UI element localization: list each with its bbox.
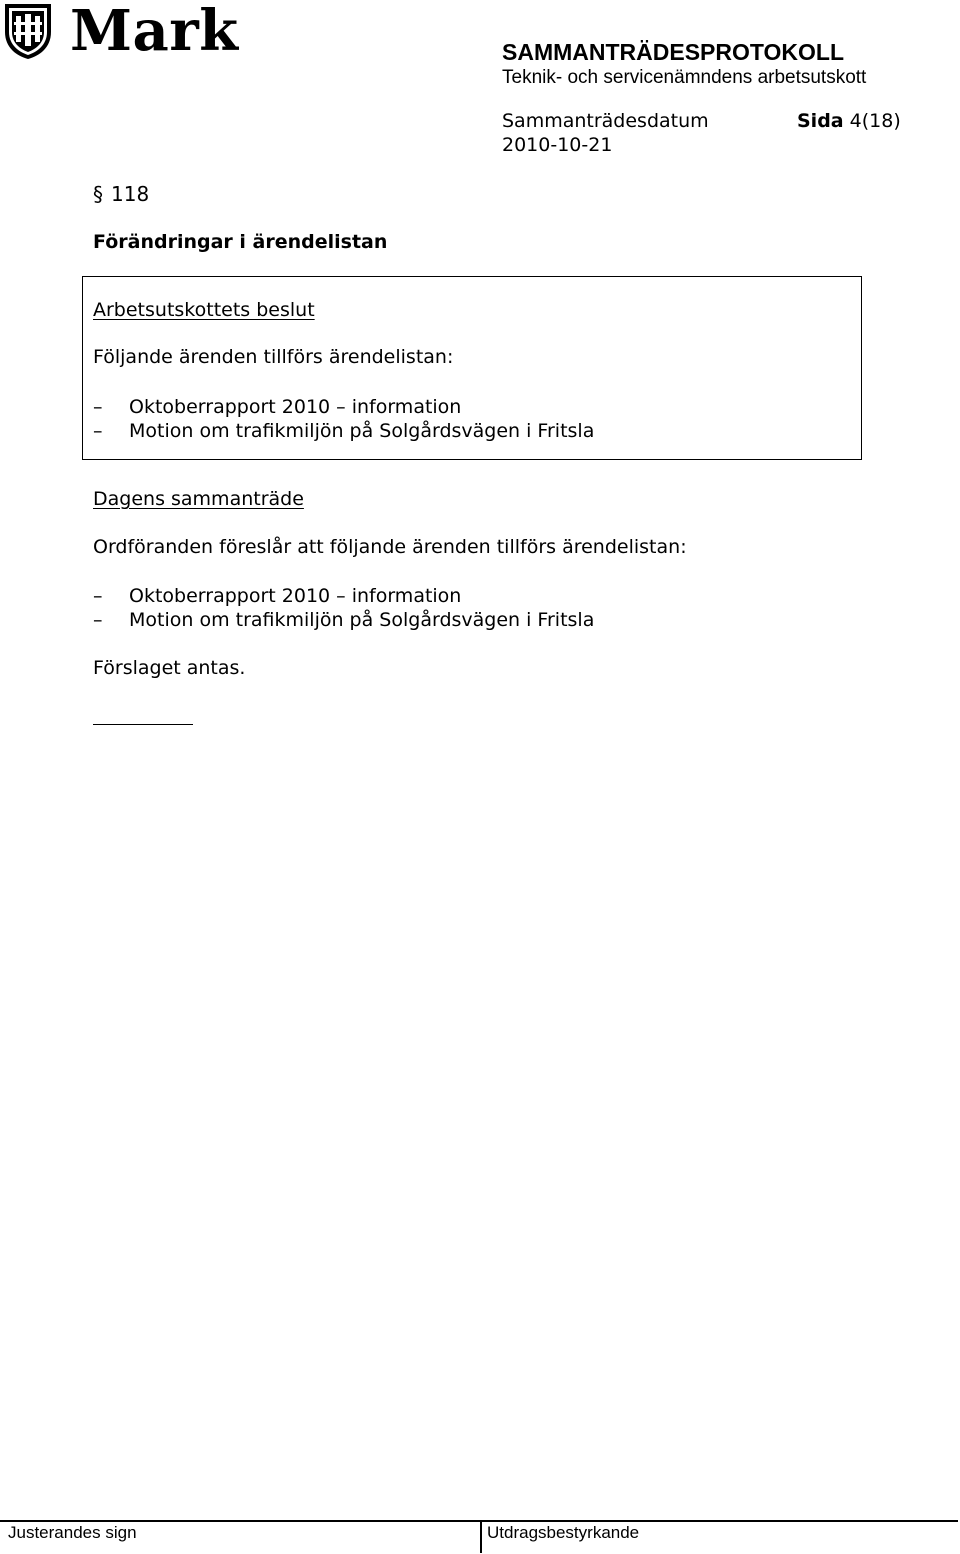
footer-certification-label: Utdragsbestyrkande: [487, 1523, 640, 1542]
meeting-heading: Dagens sammanträde: [93, 488, 304, 510]
decision-item-text: Motion om trafikmiljön på Solgårdsvägen i Fritsla: [129, 420, 595, 442]
decision-intro: Följande ärenden tillförs ärendelistan:: [93, 346, 454, 368]
logo-wordmark: Mark: [70, 0, 239, 64]
meeting-conclusion: Förslaget antas.: [93, 657, 246, 679]
list-marker: –: [93, 396, 103, 418]
page-label: Sida: [797, 110, 844, 132]
decision-list-item: [93, 419, 594, 443]
section-title: Förändringar i ärendelistan: [93, 231, 388, 253]
municipality-coat-of-arms-icon: [3, 2, 53, 60]
section-number-value: 118: [111, 182, 150, 206]
meeting-list-item: [93, 608, 594, 632]
section-number: [93, 180, 149, 208]
meeting-list-item: [93, 584, 461, 608]
page-value: 4(18): [849, 110, 901, 132]
list-marker: –: [93, 609, 103, 631]
page-indicator: [797, 109, 901, 133]
meeting-item-text: Oktoberrapport 2010 – information: [129, 585, 462, 607]
meeting-date-label: Sammanträdesdatum: [502, 110, 709, 132]
decision-list-item: [93, 395, 461, 419]
footer-signature-label: Justerandes sign: [8, 1523, 137, 1542]
protocol-title: SAMMANTRÄDESPROTOKOLL: [502, 39, 845, 65]
section-end-rule: [93, 724, 193, 725]
footer-divider: [480, 1521, 482, 1553]
section-sign: §: [93, 182, 103, 206]
decision-item-text: Oktoberrapport 2010 – information: [129, 396, 462, 418]
decision-heading: Arbetsutskottets beslut: [93, 299, 315, 321]
meeting-intro: Ordföranden föreslår att följande ärenden tillförs ärendelistan:: [93, 536, 687, 558]
meeting-item-text: Motion om trafikmiljön på Solgårdsvägen i Fritsla: [129, 609, 595, 631]
footer-rule: [0, 1520, 958, 1522]
protocol-subtitle: Teknik- och servicenämndens arbetsutskott: [502, 67, 867, 88]
meeting-date-value: 2010-10-21: [502, 134, 613, 156]
list-marker: –: [93, 420, 103, 442]
list-marker: –: [93, 585, 103, 607]
